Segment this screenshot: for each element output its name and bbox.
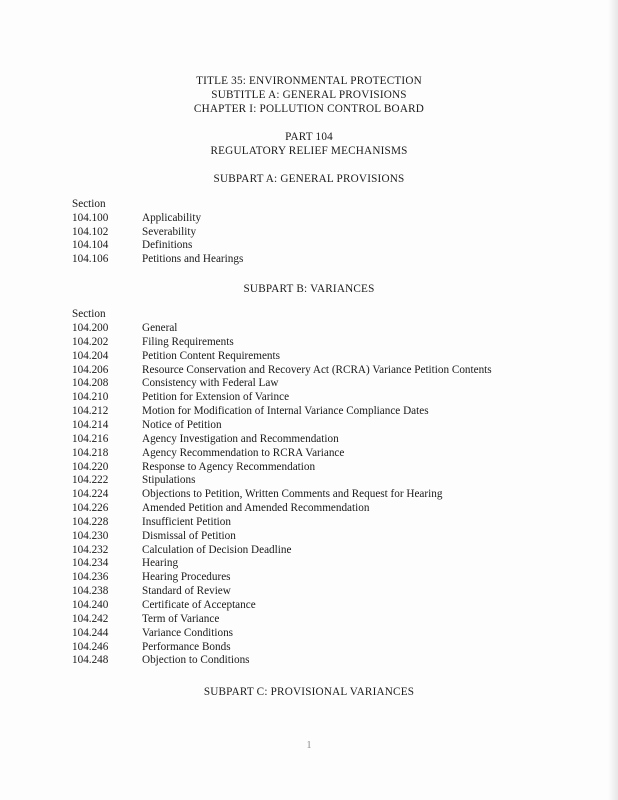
section-title: Standard of Review bbox=[142, 585, 231, 598]
section-number: 104.204 bbox=[72, 349, 109, 362]
section-title: Definitions bbox=[142, 239, 193, 252]
section-title: Resource Conservation and Recovery Act (RCRA) Variance Petition Contents bbox=[142, 363, 492, 376]
section-number: 104.248 bbox=[72, 654, 109, 667]
section-title: Consistency with Federal Law bbox=[142, 377, 279, 390]
section-number: 104.222 bbox=[72, 474, 109, 487]
section-number: 104.210 bbox=[72, 391, 109, 404]
section-title: Objection to Conditions bbox=[142, 654, 250, 667]
section-title: Petitions and Hearings bbox=[142, 253, 244, 266]
section-number: 104.208 bbox=[72, 377, 109, 390]
section-number: 104.106 bbox=[72, 253, 109, 266]
section-title: Calculation of Decision Deadline bbox=[142, 543, 292, 556]
section-title: General bbox=[142, 322, 178, 334]
section-number: 104.104 bbox=[72, 239, 109, 252]
section-number: 104.244 bbox=[72, 626, 109, 639]
section-title: Dismissal of Petition bbox=[142, 529, 236, 542]
section-number: 104.240 bbox=[72, 599, 109, 611]
section-title: Notice of Petition bbox=[142, 418, 222, 431]
section-number: 104.216 bbox=[72, 432, 109, 445]
page-edge-shadow bbox=[608, 0, 618, 800]
section-title: Response to Agency Recommendation bbox=[142, 460, 316, 473]
section-title: Petition for Extension of Varince bbox=[142, 391, 290, 404]
part-name: REGULATORY RELIEF MECHANISMS bbox=[210, 145, 408, 157]
section-number: 104.200 bbox=[72, 322, 109, 334]
section-number: 104.228 bbox=[72, 515, 109, 528]
subpart-c-heading: SUBPART C: PROVISIONAL VARIANCES bbox=[203, 686, 415, 698]
section-title: Stipulations bbox=[142, 474, 196, 487]
section-number: 104.234 bbox=[72, 557, 109, 570]
subpart-b-heading: SUBPART B: VARIANCES bbox=[243, 283, 375, 295]
section-title: Applicability bbox=[142, 212, 202, 224]
chapter-line: CHAPTER I: POLLUTION CONTROL BOARD bbox=[193, 103, 425, 115]
subpart-a-heading: SUBPART A: GENERAL PROVISIONS bbox=[213, 173, 405, 185]
section-title: Hearing Procedures bbox=[142, 571, 231, 584]
section-title: Severability bbox=[142, 225, 197, 238]
section-number: 104.206 bbox=[72, 363, 109, 376]
page-number: 1 bbox=[306, 740, 312, 751]
section-number: 104.224 bbox=[72, 488, 109, 501]
section-number: 104.214 bbox=[72, 418, 109, 431]
section-number: 104.220 bbox=[72, 460, 109, 473]
section-title: Hearing bbox=[142, 557, 179, 570]
section-title: Variance Conditions bbox=[142, 626, 234, 639]
title-line: TITLE 35: ENVIRONMENTAL PROTECTION bbox=[196, 75, 422, 87]
part-number: PART 104 bbox=[285, 131, 333, 143]
section-number: 104.230 bbox=[72, 529, 109, 542]
section-number: 104.236 bbox=[72, 571, 109, 584]
section-number: 104.212 bbox=[72, 405, 109, 418]
section-label: Section bbox=[72, 198, 106, 210]
section-number: 104.238 bbox=[72, 585, 109, 598]
section-number: 104.232 bbox=[72, 543, 109, 556]
section-number: 104.102 bbox=[72, 225, 109, 238]
section-title: Petition Content Requirements bbox=[142, 349, 280, 362]
section-number: 104.226 bbox=[72, 502, 109, 515]
section-number: 104.202 bbox=[72, 335, 109, 348]
section-title: Objections to Petition, Written Comments and Request for Hearing bbox=[142, 488, 443, 501]
section-title: Amended Petition and Amended Recommendation bbox=[142, 502, 370, 515]
section-number: 104.218 bbox=[72, 446, 109, 459]
section-title: Term of Variance bbox=[142, 612, 220, 625]
subtitle-line: SUBTITLE A: GENERAL PROVISIONS bbox=[211, 89, 407, 101]
section-title: Agency Investigation and Recommendation bbox=[142, 432, 339, 445]
section-title: Insufficient Petition bbox=[142, 515, 231, 528]
section-label: Section bbox=[72, 308, 106, 320]
section-number: 104.246 bbox=[72, 640, 109, 653]
section-title: Agency Recommendation to RCRA Variance bbox=[142, 446, 345, 459]
section-number: 104.100 bbox=[72, 212, 109, 224]
section-title: Performance Bonds bbox=[142, 640, 231, 653]
section-title: Motion for Modification of Internal Variance Compliance Dates bbox=[142, 405, 429, 418]
section-title: Certificate of Acceptance bbox=[142, 599, 256, 611]
section-number: 104.242 bbox=[72, 612, 109, 625]
section-title: Filing Requirements bbox=[142, 335, 234, 348]
